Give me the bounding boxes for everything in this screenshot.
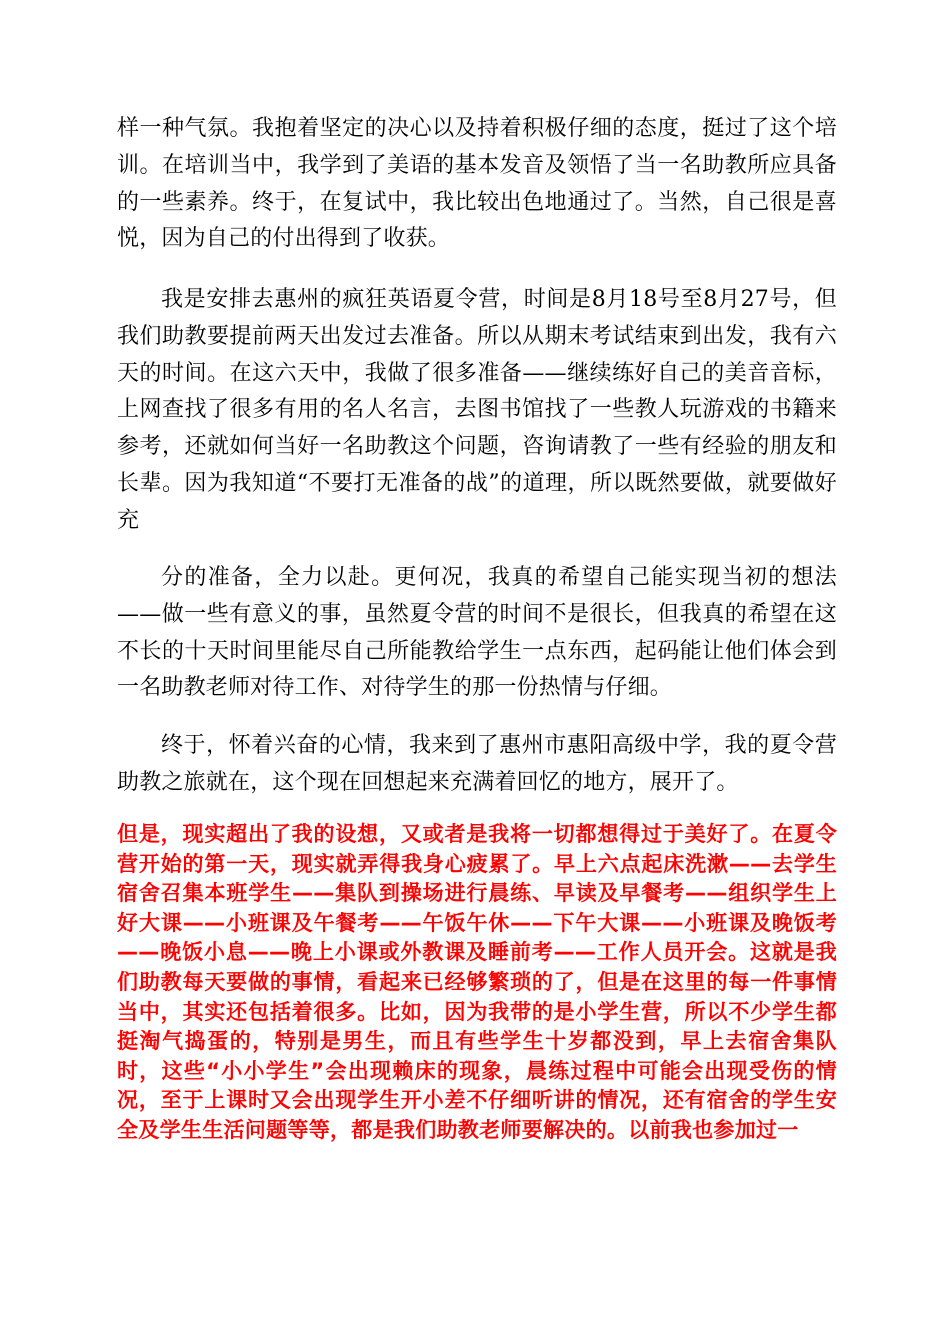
paragraph-daily-schedule-highlight: 但是，现实超出了我的设想，又或者是我将一切都想得过于美好了。在夏令营开始的第一天，现实就弄得我身心疲累了。早上六点起床洗漱——去学生宿舍召集本班学生——集队到操场进行晨练、早读及早餐考——组织学生上好大课——小班课及午餐考——午饭午休——下午大课——小班课及晚饭考——晚饭小息——晚上小课或外教课及睡前考——工作人员开会。这就是我们助教每天要做的事情，看起来已经够繁琐的了，但是在这里的每一件事情当中，其实还包括着很多。比如，因为我带的是小学生营，所以不少学生都挺淘气捣蛋的，特别是男生，而且有些学生十岁都没到，早上去宿舍集队时，这些“小小学生”会出现赖床的现象，晨练过程中可能会出现受伤的情况，至于上课时又会出现学生开小差不仔细听讲的情况，还有宿舍的学生安全及学生生活问题等等，都是我们助教老师要解决的。以前我也参加过一 [117, 822, 837, 1142]
paragraph-expectation: 分的准备，全力以赴。更何况，我真的希望自己能实现当初的想法——做一些有意义的事，虽然夏令营的时间不是很长，但我真的希望在这不长的十天时间里能尽自己所能教给学生一点东西，起码能让他们体会到一名助教老师对待工作、对待学生的那一份热情与仔细。 [117, 565, 837, 701]
paragraph-preparation: 我是安排去惠州的疯狂英语夏令营，时间是8月18号至8月27号，但我们助教要提前两天出发过去准备。所以从期末考试结束到出发，我有六天的时间。在这六天中，我做了很多准备——继续练好自己的美音音标，上网查找了很多有用的名人名言，去图书馆找了一些教人玩游戏的书籍来参考，还就如何当好一名助教这个问题，咨询请教了一些有经验的朋友和长辈。因为我知道“不要打无准备的战”的道理，所以既然要做，就要做好充 [117, 287, 837, 533]
paragraph-arrival: 终于，怀着兴奋的心情，我来到了惠州市惠阳高级中学，我的夏令营助教之旅就在，这个现在回想起来充满着回忆的地方，展开了。 [117, 733, 837, 795]
paragraph-training-result: 样一种气氛。我抱着坚定的决心以及持着积极仔细的态度，挺过了这个培训。在培训当中，我学到了美语的基本发音及领悟了当一名助教所应具备的一些素养。终于，在复试中，我比较出色地通过了。当然，自己很是喜悦，因为自己的付出得到了收获。 [117, 116, 837, 252]
